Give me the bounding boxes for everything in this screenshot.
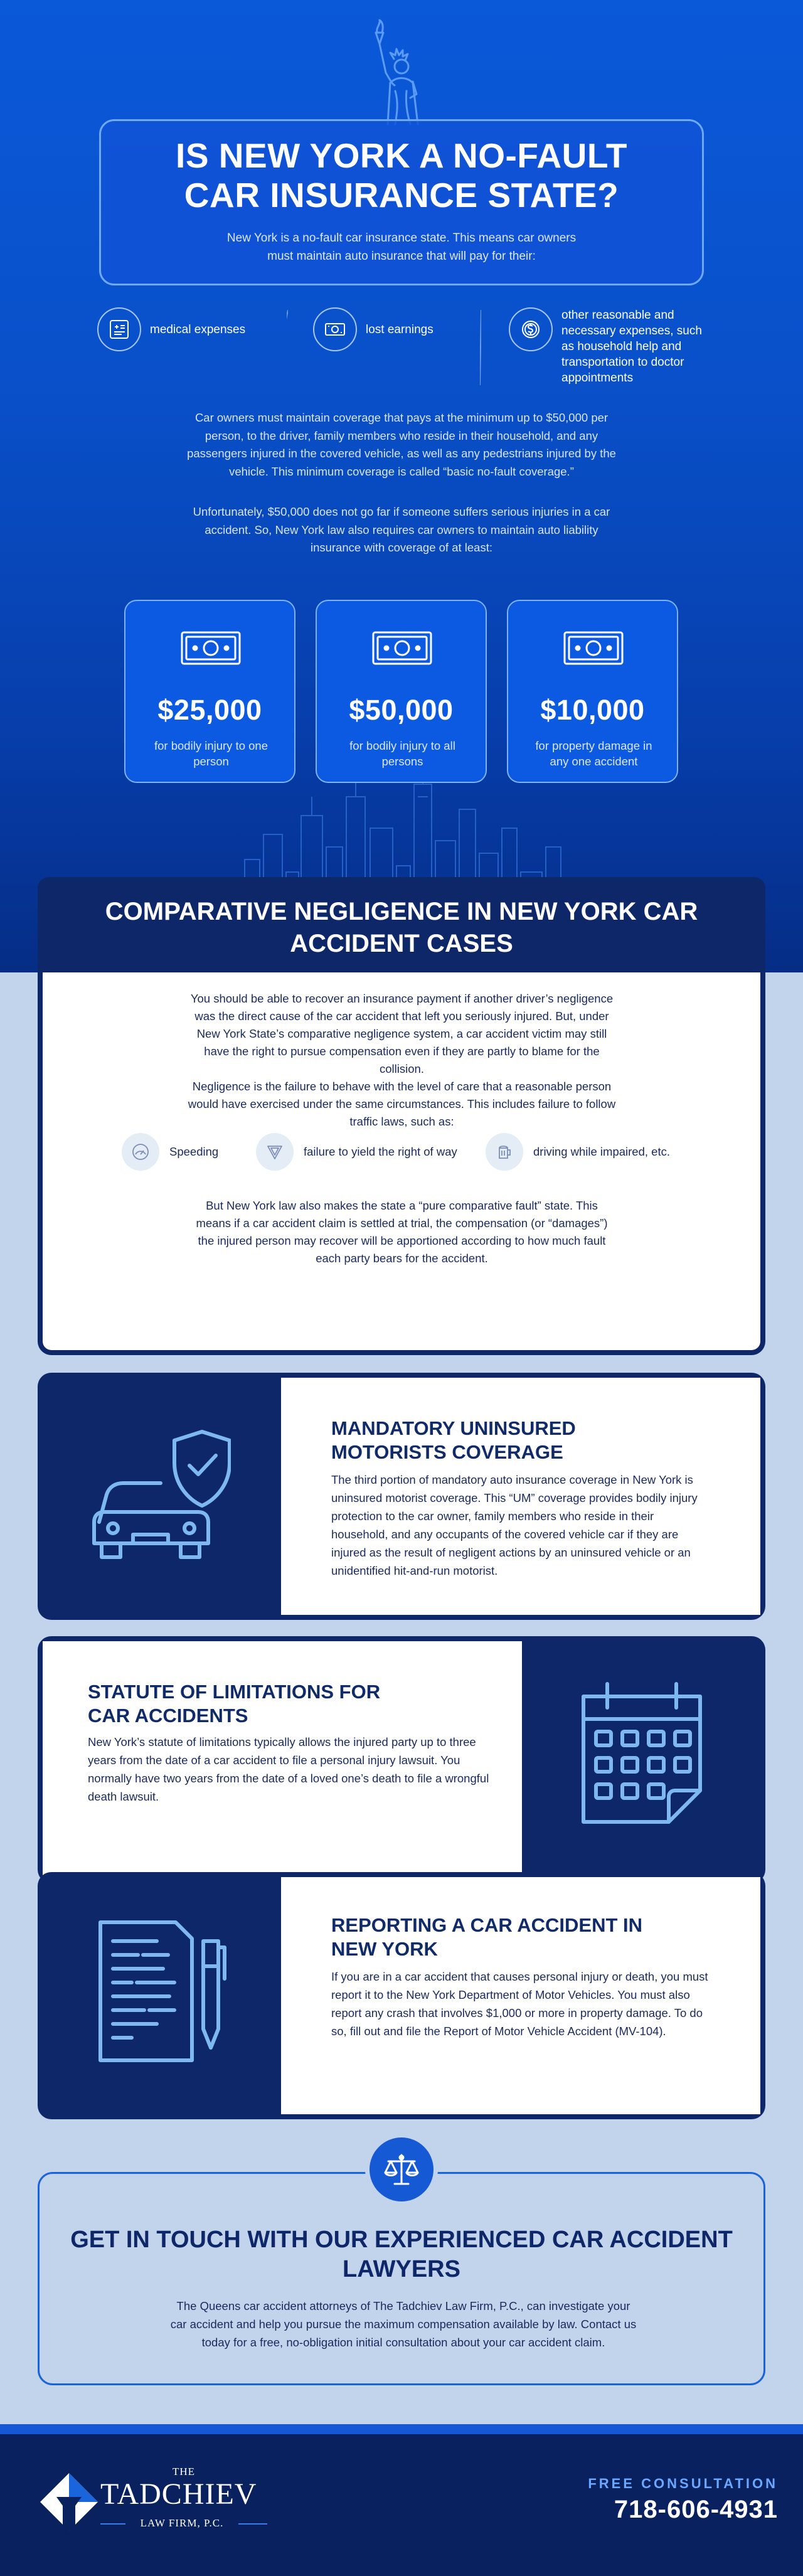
law-label: driving while impaired, etc. <box>533 1145 670 1158</box>
page-title: IS NEW YORK A NO-FAULT CAR INSURANCE STATE? <box>176 136 627 215</box>
coverage-amount: $25,000 <box>157 694 262 726</box>
document-pen-icon <box>93 1916 231 2067</box>
coverage-card-property <box>507 600 678 783</box>
hero-intro: New York is a no-fault car insurance state. This means car owners must maintain auto insurance that will pay for their: <box>226 232 577 263</box>
car-shield-icon <box>87 1428 231 1566</box>
money-bill-icon <box>313 307 357 351</box>
expense-item-earnings <box>313 307 433 351</box>
reporting-card <box>38 1872 765 2119</box>
calendar-icon <box>576 1678 708 1828</box>
money-bill-icon <box>371 629 433 668</box>
coverage-amount: $10,000 <box>540 694 645 726</box>
divider <box>480 310 481 385</box>
scales-of-justice-icon <box>370 2137 433 2201</box>
law-item-yield <box>256 1133 457 1171</box>
pure-comparative-paragraph: But New York law also makes the state a “pure comparative fault” state. This means if a car accident claim is settled at trial, the compensation (or “damages”) the injured person may recover will be apportioned according to how much fault each party bears for the accident. <box>196 1199 608 1265</box>
contact-title: GET IN TOUCH WITH OUR EXPERIENCED CAR ACCIDENT LAWYERS <box>70 2227 733 2282</box>
uninsured-content <box>281 1378 760 1615</box>
statute-card <box>38 1636 765 1883</box>
footer-stripe <box>0 2424 803 2434</box>
expense-item-other <box>509 307 712 386</box>
footer <box>0 2434 803 2576</box>
yield-sign-icon <box>256 1133 294 1171</box>
logo-name: TADCHIEV <box>100 2478 257 2511</box>
liability-paragraph: Unfortunately, $50,000 does not go far if someone suffers serious injuries in a car accident. So, New York law also requires car owners to maintain auto liability insurance with coverage of at least: <box>193 505 610 554</box>
coverage-amount: $50,000 <box>349 694 454 726</box>
section-title: COMPARATIVE NEGLIGENCE IN NEW YORK CAR ACCIDENT CASES <box>105 898 698 957</box>
money-bill-icon <box>180 629 242 668</box>
free-consultation-label: FREE CONSULTATION <box>588 2476 778 2491</box>
negligence-header <box>38 877 765 972</box>
statue-of-liberty-icon <box>358 19 445 125</box>
section-title: MANDATORY UNINSURED MOTORISTS COVERAGE <box>331 1417 576 1463</box>
law-label: Speeding <box>169 1145 219 1158</box>
coverage-description: for bodily injury to one person <box>154 739 268 768</box>
logo-rule-left <box>100 2523 125 2525</box>
dollar-coin-icon <box>509 307 553 351</box>
section-text: The third portion of mandatory auto insurance coverage in New York is uninsured motorist coverage. This “UM” coverage provides bodily injury protection to the car owner, family members who reside in their household, and any occupants of the covered vehicle car if they are injured as the result of negligent actions by an uninsured vehicle or an unidentified hit-and-run motorist. <box>331 1473 698 1577</box>
money-bill-icon <box>563 629 624 668</box>
negligence-paragraph: You should be able to recover an insurance payment if another driver’s negligence was the direct cause of the car accident that left you seriously injured. But, under New York State’s comparative negligence system, a car accident victim may still have the right to pursue compensation even if they are partly to blame for the collision. <box>190 992 614 1075</box>
section-title: STATUTE OF LIMITATIONS FOR CAR ACCIDENTS <box>88 1681 381 1727</box>
negligence-definition: Negligence is the failure to behave with the level of care that a reasonable person would have exercised under the same circumstances. This includes failure to follow traffic laws, such as: <box>188 1080 616 1128</box>
coverage-card-all-persons <box>316 600 487 783</box>
law-item-impaired <box>486 1133 670 1171</box>
section-title: REPORTING A CAR ACCIDENT IN NEW YORK <box>331 1914 642 1960</box>
law-firm-logo-icon <box>38 2471 100 2533</box>
expense-label: lost earnings <box>366 322 433 336</box>
contact-badge <box>365 2133 438 2206</box>
speedometer-icon <box>122 1133 159 1171</box>
reporting-content <box>281 1877 760 2114</box>
medical-bill-icon <box>97 307 141 351</box>
expense-label: other reasonable and necessary expenses, such as household help and transportation to doctor appointments <box>561 309 702 385</box>
expense-item-medical <box>97 307 245 351</box>
law-item-speeding <box>122 1133 218 1171</box>
section-text: New York’s statute of limitations typically allows the injured party up to three years from the date of a car accident to file a personal injury lawsuit. You normally have two years from the date of a loved one’s death to file a wrongful death lawsuit. <box>88 1735 489 1803</box>
hero-section <box>0 0 803 972</box>
coverage-description: for bodily injury to all persons <box>349 739 455 768</box>
statute-content <box>43 1641 522 1878</box>
coverage-description: for property damage in any one accident <box>535 739 652 768</box>
expenses-list <box>97 307 706 389</box>
coverage-paragraph: Car owners must maintain coverage that pays at the minimum up to $50,000 per person, to the driver, family members who reside in their household, and any passengers injured in the covered vehicle, as well as any pedestrians injured by the vehicle. This minimum coverage is called “basic no-fault coverage.” <box>187 411 616 478</box>
coverage-card-per-person <box>124 600 295 783</box>
title-box <box>99 119 704 285</box>
logo-subtitle: LAW FIRM, P.C. <box>140 2517 224 2529</box>
law-label: failure to yield the right of way <box>304 1145 457 1158</box>
logo-the: THE <box>173 2466 196 2478</box>
section-text: If you are in a car accident that causes personal injury or death, you must report it to the New York Department of Motor Vehicles. You must also report any crash that involves $1,000 or more in property damage. To do so, fill out and file the Report of Motor Vehicle Accident (MV-104). <box>331 1970 708 2038</box>
contact-text: The Queens car accident attorneys of The Tadchiev Law Firm, P.C., can investigate your car accident and help you pursue the maximum compensation available by law. Contact us today for a free, no-obligation initial consultation about your car accident claim. <box>170 2299 637 2349</box>
expense-label: medical expenses <box>150 322 246 336</box>
phone-number-link[interactable]: 718-606-4931 <box>614 2496 778 2523</box>
divider <box>287 310 288 385</box>
uninsured-motorists-card <box>38 1373 765 1620</box>
negligence-body <box>38 972 765 1355</box>
logo-rule-right <box>238 2523 267 2525</box>
beer-mug-icon <box>486 1133 523 1171</box>
